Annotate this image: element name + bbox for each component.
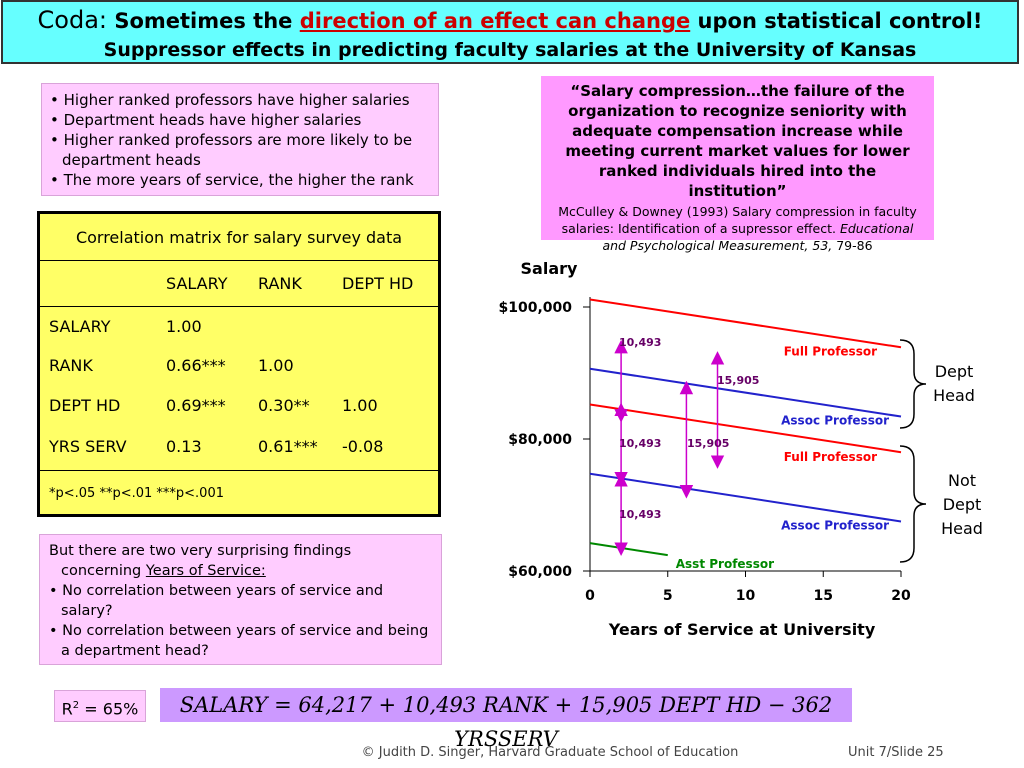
x-axis-label: Years of Service at University: [608, 620, 876, 639]
quote-citation: [549, 203, 926, 254]
finding-item: • Higher ranked professors have higher salaries: [50, 91, 410, 109]
group-label-line: Not: [947, 471, 977, 490]
series-label: Asst Professor: [675, 557, 774, 572]
finding-item: • Department heads have higher salaries: [50, 111, 362, 129]
series-label: Full Professor: [783, 344, 877, 359]
y-axis-label: Salary: [520, 259, 578, 278]
finding-item: • Higher ranked professors are more likely to be department heads: [50, 131, 413, 169]
row-label: DEPT HD: [49, 396, 121, 415]
table-cell: 1.00: [342, 396, 378, 415]
group-label-line: Head: [933, 386, 975, 405]
series-label: Assoc Professor: [781, 518, 889, 533]
correlation-table: [37, 211, 441, 517]
findings-box: [41, 83, 439, 196]
group-label-line: Dept: [942, 495, 982, 514]
r-squared-box: [54, 690, 146, 722]
table-cell: -0.08: [342, 437, 384, 456]
table-cell: 0.13: [166, 437, 202, 456]
title-line-1: [3, 6, 1017, 35]
x-tick-label: 5: [662, 588, 673, 604]
regression-equation: SALARY = 64,217 + 10,493 RANK + 15,905 DEPT HD − 362 YRSSERV: [160, 688, 852, 722]
y-tick-label: $60,000: [508, 564, 572, 580]
title-pre: Sometimes the: [114, 9, 293, 33]
y-tick-label: $100,000: [498, 300, 572, 316]
effect-label: 15,905: [717, 374, 760, 387]
series-label: Assoc Professor: [781, 413, 889, 428]
group-label-line: Head: [941, 519, 983, 538]
effect-label: 10,493: [619, 336, 662, 349]
x-tick-label: 20: [891, 588, 911, 604]
row-label: YRS SERV: [49, 437, 127, 456]
finding-item: • No correlation between years of service and being a department head?: [49, 623, 429, 659]
effect-label: 10,493: [619, 437, 662, 450]
intro-link: Years of Service:: [145, 563, 266, 579]
title-banner: [1, 0, 1019, 64]
intro-text: But there are two very surprising findings concerning: [49, 543, 352, 579]
effect-label: 15,905: [687, 437, 730, 450]
citation-text: McCulley & Downey (1993) Salary compression in faculty salaries: Identification of a supressor effect.: [558, 204, 917, 236]
column-header: DEPT HD: [342, 274, 414, 293]
table-title: Correlation matrix for salary survey data: [75, 228, 403, 247]
findings-intro: [49, 541, 435, 581]
quote-box: [541, 76, 934, 253]
row-label: SALARY: [49, 317, 111, 336]
r2-sup: 2: [72, 700, 80, 711]
finding-item: • The more years of service, the higher the rank: [50, 171, 414, 189]
x-tick-label: 10: [735, 588, 756, 604]
column-header: SALARY: [166, 274, 228, 293]
group-label-not-dept-head: [930, 469, 994, 541]
x-tick-label: 0: [585, 588, 595, 604]
series-label: Full Professor: [783, 450, 877, 465]
surprising-findings-box: [39, 534, 442, 665]
column-header: RANK: [258, 274, 302, 293]
finding-item: • No correlation between years of service and salary?: [49, 583, 384, 619]
group-brace: [900, 446, 926, 562]
y-tick-label: $80,000: [508, 432, 572, 448]
title-line-2: Suppressor effects in predicting faculty salaries at the University of Kansas: [103, 39, 917, 61]
effect-label: 10,493: [619, 508, 662, 521]
salary-chart: [440, 250, 1024, 660]
series-line: [590, 543, 668, 555]
table-cell: 0.61***: [258, 437, 318, 456]
table-footnote: *p<.05 **p<.01 ***p<.001: [49, 486, 224, 501]
group-label-dept-head: [922, 360, 986, 408]
table-cell: 0.66***: [166, 356, 226, 375]
table-cell: 0.30**: [258, 396, 310, 415]
r2-label: R: [61, 699, 73, 719]
title-coda: Coda:: [37, 6, 108, 34]
table-cell: 1.00: [258, 356, 294, 375]
row-label: RANK: [49, 356, 93, 375]
citation-journal: Educational and Psychological Measurement, 53,: [602, 221, 914, 253]
group-label-line: Dept: [934, 362, 974, 381]
title-highlight: direction of an effect can change: [299, 9, 691, 33]
title-post: upon statistical control!: [697, 9, 983, 33]
slide-number: Unit 7/Slide 25: [848, 745, 944, 760]
r2-value: = 65%: [84, 699, 139, 719]
footer-credit: © Judith D. Singer, Harvard Graduate School of Education: [361, 745, 739, 760]
citation-pages: 79-86: [836, 238, 873, 253]
table-cell: 1.00: [166, 317, 202, 336]
quote-text: “Salary compression…the failure of the organization to recognize seniority with adequate compensation increase while meeting current market values for lower ranked individuals hired into the institution”: [565, 82, 910, 200]
table-cell: 0.69***: [166, 396, 226, 415]
x-tick-label: 15: [813, 588, 833, 604]
